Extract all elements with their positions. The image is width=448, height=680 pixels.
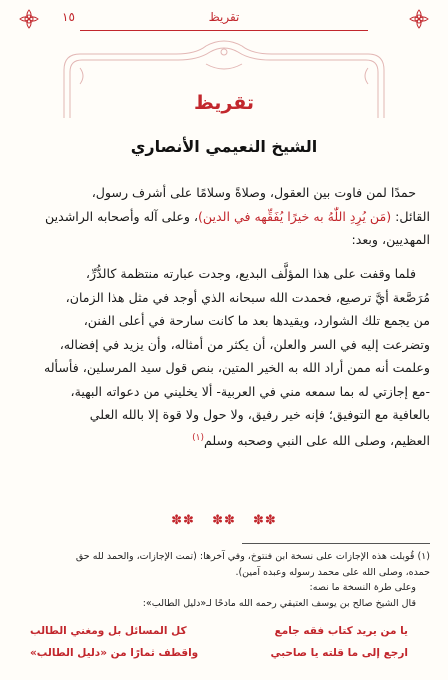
running-header: [18, 8, 430, 34]
author-heading: الشيخ النعيمي الأنصاري: [130, 137, 318, 156]
body-line: [18, 427, 430, 453]
intro-line: [18, 205, 430, 229]
page-title: تقريظ: [193, 92, 255, 114]
body-line: من يجمع تلك الشوارد، ويقيدها بعد ما كانت سارحة في أعلى الفنن،: [83, 313, 430, 328]
body-line: فلما وقفت على هذا المؤلَّف البديع، وجدت عبارته منتظمة كالدُّرِّ،: [85, 266, 416, 281]
star-group-icon: ✽✽: [212, 513, 236, 528]
hadith-quote: (مَن يُرِدِ اللّٰهُ به خيرًا يُفَقِّهه في الدين): [198, 208, 392, 224]
body-line: -مع إجازتي له بما سمعه مني في العربية- ألا يخليني من دعواته البهية،: [70, 383, 430, 399]
body-paragraph: [18, 262, 430, 452]
poem-verses: [18, 620, 430, 664]
intro-line: حمدًا لمن فاوت بين العقول، وصلاةً وسلامًا على أشرف رسول،: [91, 185, 416, 200]
intro-text: ، وعلى آله وأصحابه الراشدين: [45, 208, 198, 224]
footnote-line: حمده، وصلى الله على محمد رسوله وعبده آمين).: [235, 566, 430, 578]
star-group-icon: ✽✽: [171, 513, 195, 528]
intro-text: القائل:: [391, 208, 430, 224]
body-line: بالعافية مع التوفيق؛ فإنه خير رفيق، ولا حول ولا قوة إلا بالله العلي: [89, 407, 430, 422]
footnote-line: (١) قُوبلت هذه الإجازات على نسخة ابن فنتوخ، وفي آخرها: (تمت الإجازات، والحمد لله حق: [75, 551, 430, 562]
verse-first-hemistich: يا من يريد كتاب فقه جامع: [274, 625, 408, 637]
poem-verse: [18, 642, 430, 664]
poem-verse: [18, 620, 430, 642]
footnote-line: قال الشيخ صالح بن يوسف العتيقي رحمه الله مادحًا لـ«دليل الطالب»:: [142, 597, 416, 609]
running-title: تقريظ: [208, 10, 240, 24]
verse-second-hemistich: كل المسائل بل ومغني الطالب: [30, 625, 187, 637]
section-divider-stars: [0, 513, 448, 528]
footnote-line: وعلى طرة النسخة ما نصه:: [309, 582, 416, 593]
intro-line: المهديين، وبعد:: [351, 232, 430, 247]
body-line: وتضرعت إليه في السر والعلن، أن يكثر من أمثاله، وأن يزيد في إفضاله،: [59, 336, 430, 352]
footnote-separator: [242, 543, 430, 544]
header-rule: [80, 30, 368, 31]
star-group-icon: ✽✽: [253, 513, 277, 528]
verse-second-hemistich: واقطف ثمارًا من «دليل الطالب»: [30, 647, 199, 659]
page-number: ١٥: [62, 10, 75, 24]
intro-paragraph: [18, 181, 430, 252]
floral-corner-ornament-icon: [18, 8, 40, 30]
verse-first-hemistich: ارجع إلى ما قلته يا صاحبي: [270, 647, 408, 659]
body-text: العظيم، وصلى الله على النبي وصحبه وسلم: [204, 432, 430, 448]
body-line: وعلمت أنه ممن أراد الله به الخير المتين، بنص قول سيد المرسلين، فأسأله: [43, 360, 430, 375]
footnote-reference[interactable]: (١): [192, 432, 205, 443]
body-line: مُرَصَّعة أيَّ ترصيع، فحمدت الله سبحانه الذي أوجد في مثل هذا الزمان،: [65, 289, 430, 305]
footnotes: [18, 549, 430, 611]
